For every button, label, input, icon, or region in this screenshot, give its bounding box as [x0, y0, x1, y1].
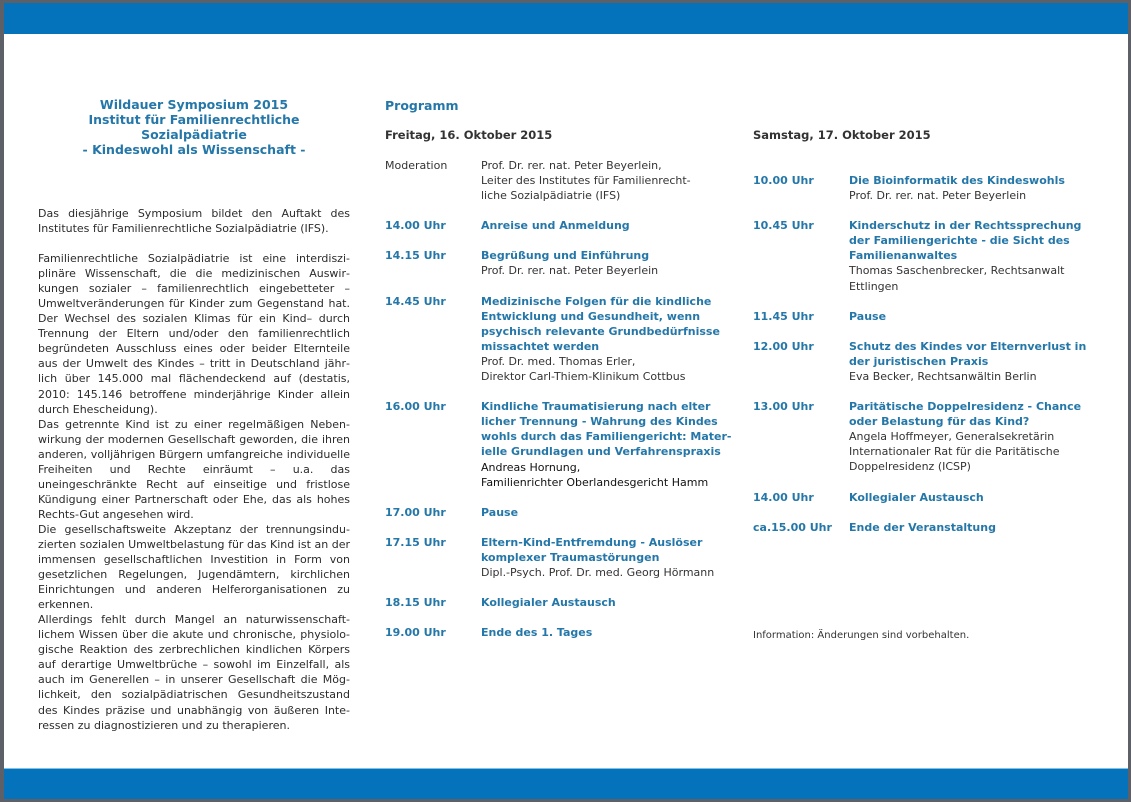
entry-topic: Anreise und Anmeldung [481, 219, 630, 233]
entry-speaker: Prof. Dr. rer. nat. Peter Beyerlein [849, 189, 1027, 203]
entry-body [481, 248, 745, 278]
entry-time: 18.15 Uhr [385, 596, 446, 610]
entry-topic: oder Belastung für das Kind? [849, 415, 1030, 429]
intro-paragraph: Familienrechtliche Sozialpädiatrie ist eine interdisziplinäre Wissenschaft, die die medizinischen Auswirkungen sozialer – familienrechtlich eingebetteter – Umweltveränderungen für Kinder zum Gegenstand hat. Der Wechsel des sozialen Klimas für ein Kind– durch Trennung der Eltern und/oder den familienrechtlich begründeten Ausschluss eines oder beider Elternteile aus der Umwelt des Kindes – tritt in Deutschland jährlich über 145.000 mal flächendeckend auf (destatis, 2010: 145.146 betroffene minderjährige Kinder allein durch Ehescheidung). [38, 252, 350, 416]
program-title: Programm [385, 98, 459, 113]
flyer-page [4, 3, 1128, 799]
intro-paragraph: Das diesjährige Symposium bildet den Auftakt des Institutes für Familienrechtliche Sozialpädiatrie (IFS). [38, 207, 350, 236]
entry-topic: missachtet werden [481, 339, 600, 353]
entry-time: 10.45 Uhr [753, 219, 814, 233]
entry-topic: Ende des 1. Tages [481, 626, 593, 640]
entry-body [481, 625, 745, 640]
entry-time: ca.15.00 Uhr [753, 520, 832, 534]
speaker-line: liche Sozialpädiatrie (IFS) [481, 189, 621, 203]
entry-topic: Begrüßung und Einführung [481, 249, 650, 263]
symposium-title [38, 97, 350, 157]
entry-topic: Pause [849, 309, 887, 323]
entry-speaker: Prof. Dr. med. Thomas Erler, [481, 354, 636, 368]
info-note: Information: Änderungen sind vorbehalten. [753, 630, 970, 641]
moderation-entry [385, 158, 745, 203]
moderation-label: Moderation [385, 159, 448, 172]
entry-time: 14.15 Uhr [385, 249, 446, 263]
entry-time: 13.00 Uhr [753, 400, 814, 414]
entry-topic: der Familiengerichte - die Sicht des [849, 234, 1070, 248]
schedule-entry [385, 248, 745, 278]
schedule-entry [385, 294, 745, 385]
schedule-entry [385, 505, 745, 520]
entry-body [849, 520, 1113, 535]
entry-speaker: Andreas Hornung, [481, 460, 581, 474]
entry-time: 10.00 Uhr [753, 174, 814, 187]
entry-body [849, 218, 1113, 293]
schedule-entry [385, 535, 745, 580]
entry-topic: ielle Grundlagen und Verfahrenspraxis [481, 445, 721, 459]
entry-topic: Entwicklung und Gesundheit, wenn [481, 309, 701, 323]
entry-time: 14.45 Uhr [385, 294, 446, 308]
entry-time: 17.00 Uhr [385, 505, 446, 519]
schedule-entry [753, 309, 1113, 324]
entry-time: 14.00 Uhr [753, 490, 814, 504]
entry-topic: Familienanwaltes [849, 249, 958, 263]
schedule-entry [385, 399, 745, 490]
entry-topic: Ende der Veranstaltung [849, 520, 996, 534]
speaker-line: Leiter des Institutes für Familienrecht- [481, 174, 691, 188]
entry-body [481, 535, 745, 580]
entry-speaker: Angela Hoffmeyer, Generalsekretärin [849, 430, 1055, 444]
entry-topic: komplexer Traumastörungen [481, 550, 660, 564]
entry-speaker: Ettlingen [849, 279, 899, 293]
entry-body [481, 399, 745, 490]
schedule-entry [753, 173, 1113, 203]
entry-topic: Kollegialer Austausch [849, 490, 984, 504]
entry-topic: Medizinische Folgen für die kindliche [481, 294, 712, 308]
entry-time: 12.00 Uhr [753, 339, 814, 353]
entry-speaker: Direktor Carl-Thiem-Klinikum Cottbus [481, 370, 686, 384]
entry-speaker: Eva Becker, Rechtsanwältin Berlin [849, 369, 1037, 383]
friday-schedule [385, 158, 745, 655]
friday-heading: Freitag, 16. Oktober 2015 [385, 128, 553, 142]
entry-body [481, 294, 745, 385]
schedule-entry [753, 399, 1113, 474]
entry-speaker: Dipl.-Psych. Prof. Dr. med. Georg Hörmann [481, 565, 715, 579]
entry-time: 14.00 Uhr [385, 219, 446, 233]
entry-topic: der juristischen Praxis [849, 354, 989, 368]
entry-topic: Eltern-Kind-Entfremdung - Auslöser [481, 535, 703, 549]
entry-time: 11.45 Uhr [753, 309, 814, 323]
intro-text [38, 206, 350, 733]
schedule-entry [385, 218, 745, 233]
entry-body [481, 218, 745, 233]
saturday-schedule [753, 173, 1113, 550]
title-line: Wildauer Symposium 2015 [99, 97, 289, 112]
entry-body [849, 309, 1113, 324]
entry-speaker: Doppelresidenz (ICSP) [849, 460, 971, 474]
entry-topic: wohls durch das Familiengericht: Mater- [481, 430, 732, 444]
intro-paragraph: Allerdings fehlt durch Mangel an naturwissenschaftlichem Wissen über die akute und chronische, physiologische Reaktion des zerbrechlichen kindlichen Körpers auf derartige Umweltbrüche – sowohl im Einzelfall, als auch im Generellen – in unserer Gesellschaft die Möglichkeit, den sozialpädiatrischen Gesundheitszustand des Kindes präzise und unabhängig von äußeren Interessen zu diagnostizieren und zu therapieren. [38, 613, 350, 732]
entry-topic: Kinderschutz in der Rechtssprechung [849, 219, 1082, 233]
entry-time: 19.00 Uhr [385, 626, 446, 640]
entry-topic: psychisch relevante Grundbedürfnisse [481, 324, 720, 338]
schedule-entry [385, 625, 745, 640]
saturday-heading: Samstag, 17. Oktober 2015 [753, 128, 931, 142]
entry-topic: Paritätische Doppelresidenz - Chance [849, 400, 1082, 414]
schedule-entry [385, 595, 745, 610]
entry-speaker: Thomas Saschenbrecker, Rechtsanwalt [849, 264, 1065, 278]
entry-body [481, 505, 745, 520]
intro-paragraph: Die gesellschaftsweite Akzeptanz der trennungsinduzierten sozialen Umweltbelastung für das Kind ist an der immensen gesellschaftlichen Investition in Form von gesetzlichen Regelungen, Jugendämtern, kirchlichen Einrichtungen und anderen Helferorganisationen zu erkennen. [38, 522, 350, 612]
schedule-entry [753, 490, 1113, 505]
entry-speaker: Familienrichter Oberlandesgericht Hamm [481, 475, 709, 489]
entry-topic: Kindliche Traumatisierung nach elter [481, 400, 711, 414]
intro-paragraph: Das getrennte Kind ist zu einer regelmäßigen Nebenwirkung der modernen Gesellschaft geworden, die ihren anderen, volljährigen Bürgern umfangreiche individuelle Freiheiten und Rechte einräumt – u.a. das uneingeschränkte Recht auf einseitige und fristlose Kündigung einer Partnerschaft oder Ehe, das als hohes Rechts-Gut angesehen wird. [38, 417, 350, 521]
entry-body [849, 339, 1113, 384]
title-line: - Kindeswohl als Wissenschaft - [82, 142, 306, 157]
entry-time: 17.15 Uhr [385, 535, 446, 549]
entry-topic: Pause [481, 505, 519, 519]
schedule-entry [753, 520, 1113, 535]
entry-topic: Schutz des Kindes vor Elternverlust in [849, 339, 1087, 353]
entry-topic: Kollegialer Austausch [481, 596, 616, 610]
intro-column [38, 97, 350, 733]
entry-speaker: Prof. Dr. rer. nat. Peter Beyerlein [481, 264, 659, 278]
bottom-blue-band [4, 768, 1128, 799]
entry-time: 16.00 Uhr [385, 400, 446, 414]
entry-topic: licher Trennung - Wahrung des Kindes [481, 415, 718, 429]
entry-topic: Die Bioinformatik des Kindeswohls [849, 174, 1065, 187]
entry-body [481, 595, 745, 610]
schedule-entry [753, 339, 1113, 384]
title-line: Institut für Familienrechtliche Sozialpädiatrie [88, 112, 300, 142]
schedule-entry [753, 218, 1113, 293]
entry-body [849, 399, 1113, 474]
speaker-line: Prof. Dr. rer. nat. Peter Beyerlein, [481, 159, 662, 172]
entry-body [849, 173, 1113, 203]
entry-body [849, 490, 1113, 505]
entry-speaker: Internationaler Rat für die Paritätische [849, 445, 1060, 459]
top-blue-band [4, 3, 1128, 34]
moderation-text [481, 158, 745, 203]
